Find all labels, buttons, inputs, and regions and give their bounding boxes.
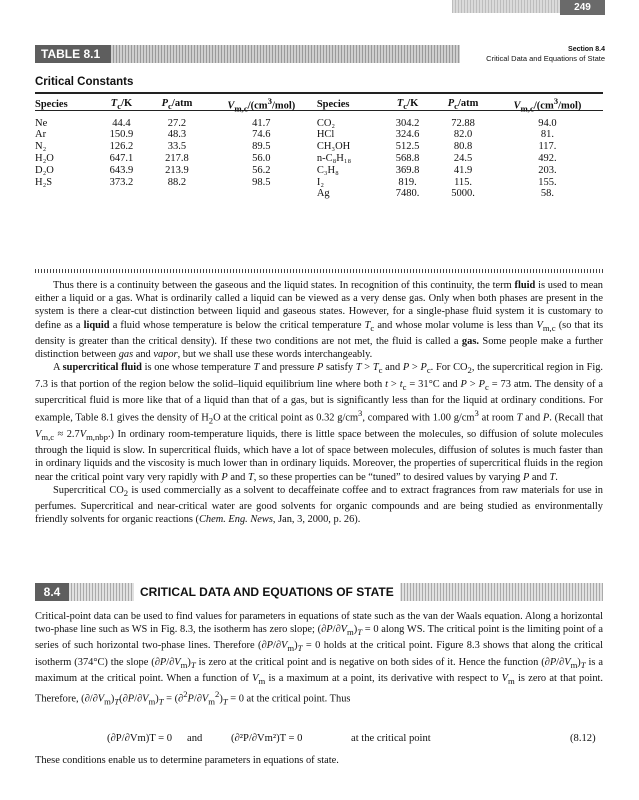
- cell-pc-2: 72.88: [451, 117, 475, 129]
- cell-species-2: I₂: [316, 176, 324, 188]
- cell-pc: 48.3: [167, 129, 187, 141]
- equation-right: (∂²P/∂Vm²)T = 0: [231, 733, 303, 744]
- cell-vmc: [206, 188, 317, 200]
- cell-pc-2: 80.8: [453, 141, 473, 153]
- critical-constants-table: [35, 96, 603, 200]
- cell-pc-2: 5000.: [451, 188, 475, 200]
- cell-species-2: Ag: [316, 188, 330, 200]
- equation-8-12: [35, 733, 603, 747]
- table-row: [35, 153, 603, 165]
- cell-vmc: 41.7: [252, 117, 271, 129]
- paragraph-co2-solvent: Supercritical $CO_2$ is used commercially as a solvent to decaffeinate coffee and to extract fragrances from raw materials for use in perfumes. Supercritical and near-critical water are good solvents for organic compounds and are being studied as environmentally friendly solvents for organic reactions (Chem. Eng. News, Jan, 3, 2000, p. 26).: [35, 484, 603, 526]
- table-body: [35, 114, 603, 201]
- cell-pc-2: 41.9: [453, 164, 473, 176]
- cell-tc: 647.1: [109, 152, 134, 164]
- running-head-section: Section 8.4: [568, 46, 605, 53]
- closing-line: These conditions enable us to determine parameters in equations of state.: [35, 755, 339, 766]
- cell-vmc: 98.5: [252, 176, 271, 188]
- cell-species-2: CO₂: [316, 117, 336, 129]
- table-row: [35, 165, 603, 177]
- cell-vmc: 56.2: [252, 164, 271, 176]
- paragraph-critical-data: Critical-point data can be used to find values for parameters in equations of state such as the van der Waals equation. Along a horizontal two-phase line such as WS in Fig. 8.3, the isotherm has zero slope; $(\partial P/\partial V_m)_T = 0$ along WS. The critical point is the limiting point of a series of such horizontal two-phase lines. Therefore $(\partial P/\partial V_m)_T = 0$ holds at the critical point. Figure 8.3 shows that along the critical isotherm (374°C) the slope $(\partial P/\partial V_m)_T$ is zero at the critical point and is negative on both sides of it. Hence the function $(\partial P/\partial V_m)_T$ is a maximum at the critical point. When a function of $V_m$ is a maximum at a point, its derivative with respect to $V_m$ is zero at that point. Therefore, $(\partial/\partial V_m)_T(\partial P/\partial V_m)_T = (\partial^2P/\partial V_m^2)_T = 0$ at the critical point. Thus: [35, 611, 603, 707]
- cell-species: D₂O: [35, 164, 54, 176]
- col-pc-2: $P_c$/atm: [447, 98, 479, 112]
- cell-tc: 373.2: [109, 176, 134, 188]
- cell-species: [35, 188, 95, 200]
- table-row: [35, 129, 603, 141]
- table-bottom-rule: [35, 269, 603, 273]
- paragraph-supercritical: A supercritical fluid is one whose temperature T and pressure P satisfy $T > T_c$ and $P > P_c$. For $CO_2$, the supercritical region in Fig. 7.3 is that portion of the region below the solid–liquid equilibrium line where both $t > t_c = 31^\circ C$ and $P > P_c = 73$ atm. The density of a supercritical fluid is more like that of a liquid than that of a gas, but is significantly less than for the liquid at ordinary conditions. For example, Table 8.1 gives the density of $H_2O$ at the critical point as 0.32 $g/cm^3$, compared with 1.00 $g/cm^3$ at room T and P. (Recall that $V_{m,c} \approx 2.7V_{m,nbp}$.) In ordinary room-temperature liquids, there is little space between the molecules, so diffusion of solute molecules through the liquid is slow. In supercritical fluids, which have a lot of space between molecules, diffusion of solutes is much faster than in ordinary liquids and the viscosity is much lower than in ordinary liquids. Moreover, the properties of supercritical fluids in the region near the critical point vary very rapidly with P and T, so these properties can be “tuned” to desired values by varying P and T.: [35, 362, 604, 483]
- cell-species-2: CH₃OH: [316, 141, 351, 153]
- table-top-rule: [35, 92, 603, 94]
- cell-tc-2: 819.: [398, 176, 417, 188]
- cell-tc-2: 324.6: [395, 129, 420, 141]
- col-tc-2: $T_c/K$: [396, 98, 419, 112]
- cell-vmc: 56.0: [252, 152, 271, 164]
- table-row: [35, 118, 603, 130]
- cell-pc: 217.8: [165, 152, 189, 164]
- cell-pc: 33.5: [167, 141, 187, 153]
- cell-species: Ar: [35, 129, 47, 141]
- col-pc: $P_c$/atm: [161, 98, 193, 112]
- col-tc: $T_c/K$: [110, 98, 133, 112]
- running-head: [486, 45, 605, 63]
- cell-tc-2: 369.8: [395, 164, 420, 176]
- cell-tc-2: 512.5: [395, 141, 420, 153]
- table-header-row: [35, 96, 603, 114]
- table-label: TABLE 8.1: [35, 45, 111, 63]
- table-row: [35, 177, 603, 189]
- page-number: 249: [560, 0, 605, 15]
- cell-tc: 126.2: [109, 141, 134, 153]
- equation-and: and: [187, 733, 203, 744]
- cell-vmc: 89.5: [252, 141, 271, 153]
- cell-vmc: 74.6: [252, 129, 271, 141]
- equation-condition: at the critical point: [351, 733, 431, 744]
- cell-tc: 150.9: [109, 129, 134, 141]
- cell-vmc-2: 203.: [538, 164, 557, 176]
- col-vmc-2: $V_{m,c}/(cm^3/mol)$: [513, 96, 582, 114]
- cell-pc: 88.2: [167, 176, 187, 188]
- body-text-continuity: [35, 279, 603, 526]
- cell-pc-2: 24.5: [453, 152, 473, 164]
- equation-number: (8.12): [570, 733, 596, 744]
- cell-species: H₂S: [35, 176, 53, 188]
- col-species: Species: [35, 99, 68, 111]
- cell-vmc-2: 81.: [540, 129, 554, 141]
- col-vmc: $V_{m,c}/(cm^3/mol)$: [227, 96, 296, 114]
- cell-species-2: n-C₈H₁₈: [316, 152, 352, 164]
- section-title: CRITICAL DATA AND EQUATIONS OF STATE: [134, 583, 400, 601]
- cell-pc: [148, 188, 206, 200]
- section-number: 8.4: [35, 583, 69, 601]
- cell-tc: [95, 188, 148, 200]
- cell-species-2: C₃H₈: [316, 164, 339, 176]
- cell-species: Ne: [35, 117, 48, 129]
- paragraph-continuity: Thus there is a continuity between the gaseous and the liquid states. In recognition of this continuity, the term fluid is used to mean either a liquid or a gas. What is ordinarily called a liquid can be viewed as a very dense gas. Only when both phases are present in the system is there a clear-cut distinction between liquid and gaseous states. However, for a single-phase fluid system it is customary to define as a liquid a fluid whose temperature is below the critical temperature $T_c$ and whose molar volume is less than $V_{m,c}$ (so that its density is greater than the critical density). If these two conditions are not met, the fluid is called a gas. Some people make a further distinction between gas and vapor, but we shall use these words interchangeably.: [35, 280, 604, 361]
- cell-vmc-2: 155.: [538, 176, 557, 188]
- cell-pc: 27.2: [167, 117, 187, 129]
- body-text-critical-data: [35, 610, 603, 709]
- cell-tc-2: 7480.: [395, 188, 420, 200]
- cell-species-2: HCl: [316, 129, 335, 141]
- col-species-2: Species: [316, 99, 350, 111]
- cell-vmc-2: 492.: [538, 152, 557, 164]
- cell-vmc-2: 94.0: [538, 117, 557, 129]
- equation-left: (∂P/∂Vm)T = 0: [107, 733, 173, 744]
- table-row: [35, 141, 603, 153]
- cell-pc: 213.9: [165, 164, 189, 176]
- cell-pc-2: 82.0: [453, 129, 473, 141]
- running-head-title: Critical Data and Equations of State: [486, 54, 605, 63]
- table-row: [35, 188, 603, 200]
- table-caption: Critical Constants: [35, 76, 134, 88]
- cell-tc-2: 304.2: [395, 117, 420, 129]
- cell-tc-2: 568.8: [395, 152, 420, 164]
- cell-vmc-2: 58.: [540, 188, 554, 200]
- cell-vmc-2: 117.: [538, 141, 557, 153]
- cell-species: N₂: [35, 141, 47, 153]
- cell-tc: 44.4: [112, 117, 131, 129]
- cell-species: H₂O: [35, 152, 54, 164]
- cell-pc-2: 115.: [454, 176, 473, 188]
- cell-tc: 643.9: [109, 164, 134, 176]
